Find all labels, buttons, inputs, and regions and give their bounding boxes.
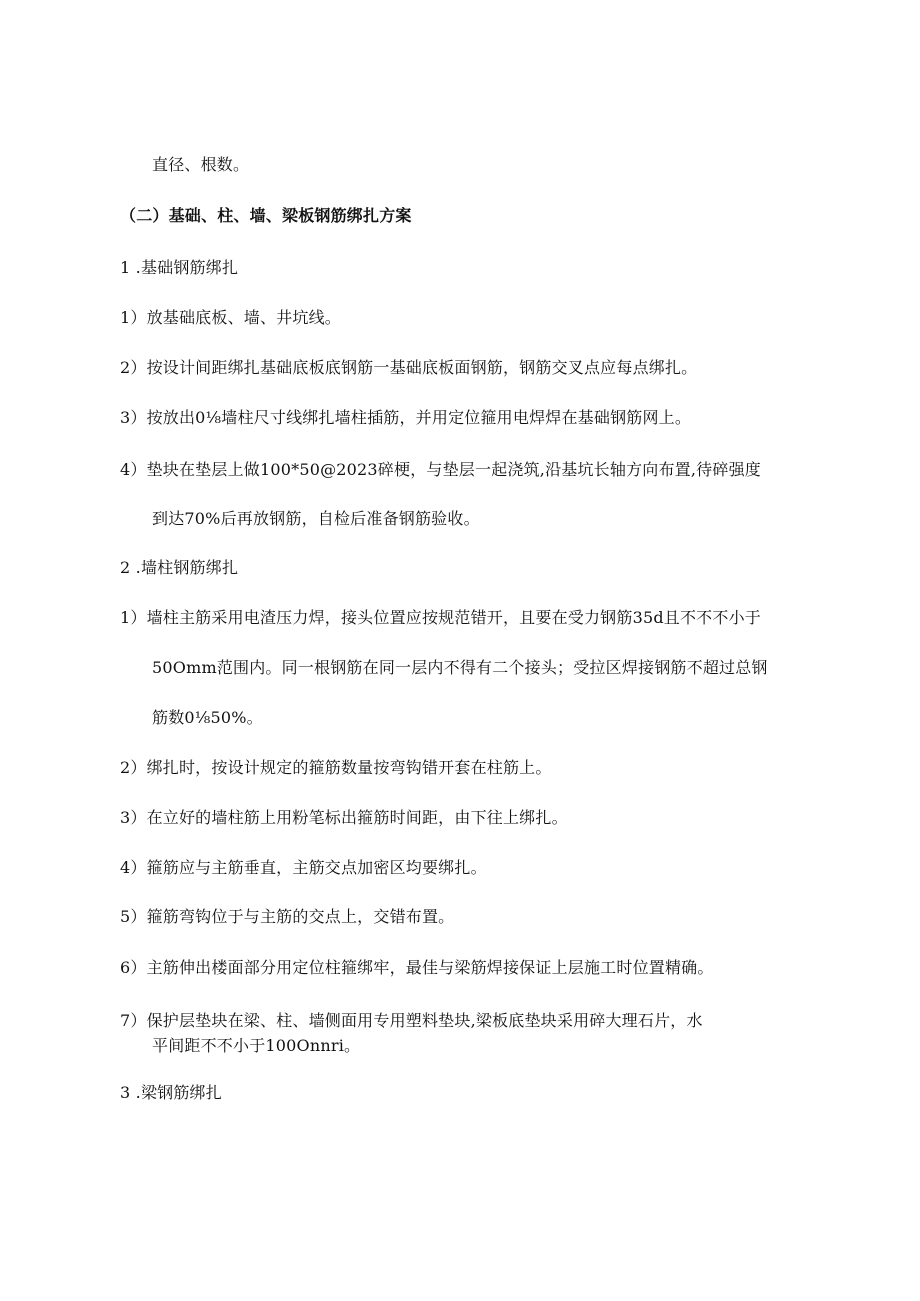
list-item: 3）在立好的墙柱筋上用粉笔标出箍筋时间距，由下往上绑扎。 xyxy=(120,808,568,827)
list-item: 4）箍筋应与主筋垂直，主筋交点加密区均要绑扎。 xyxy=(120,858,487,877)
paragraph-continuation: 直径、根数。 xyxy=(152,155,250,174)
subsection-heading-1: 1 .基础钢筋绑扎 xyxy=(120,258,239,277)
list-item: 3）按放出0⅛墙柱尺寸线绑扎墙柱插筋，并用定位箍用电焊焊在基础钢筋网上。 xyxy=(120,408,692,427)
section-heading: （二）基础、柱、墙、梁板钢筋绑扎方案 xyxy=(120,206,412,225)
list-item-continuation: 到达70%后再放钢筋，自检后准备钢筋验收。 xyxy=(152,509,480,528)
list-item-continuation: 平间距不不小于100Onnri。 xyxy=(152,1036,361,1055)
list-item: 6）主筋伸出楼面部分用定位柱箍绑牢，最佳与梁筋焊接保证上层施工时位置精确。 xyxy=(120,958,714,977)
list-item-continuation: 筋数0⅛50%。 xyxy=(152,708,263,727)
list-item: 5）箍筋弯钩位于与主筋的交点上，交错布置。 xyxy=(120,907,455,926)
list-item: 2）绑扎时，按设计规定的箍筋数量按弯钩错开套在柱筋上。 xyxy=(120,758,552,777)
list-item: 7）保护层垫块在梁、柱、墙侧面用专用塑料垫块,梁板底垫块采用碎大理石片，水 xyxy=(120,1011,703,1030)
subsection-heading-2: 2 .墙柱钢筋绑扎 xyxy=(120,558,239,577)
list-item: 1）墙柱主筋采用电渣压力焊，接头位置应按规范错开，且要在受力钢筋35d且不不不小于 xyxy=(120,608,761,627)
list-item: 4）垫块在垫层上做100*50@2023碎梗，与垫层一起浇筑,沿基坑长轴方向布置,待碎强度 xyxy=(120,460,761,479)
list-item-continuation: 50Omm范围内。同一根钢筋在同一层内不得有二个接头；受拉区焊接钢筋不超过总钢 xyxy=(152,658,768,677)
list-item: 1）放基础底板、墙、井坑线。 xyxy=(120,308,341,327)
list-item: 2）按设计间距绑扎基础底板底钢筋一基础底板面钢筋，钢筋交叉点应每点绑扎。 xyxy=(120,358,698,377)
subsection-heading-3: 3 .梁钢筋绑扎 xyxy=(120,1083,222,1102)
